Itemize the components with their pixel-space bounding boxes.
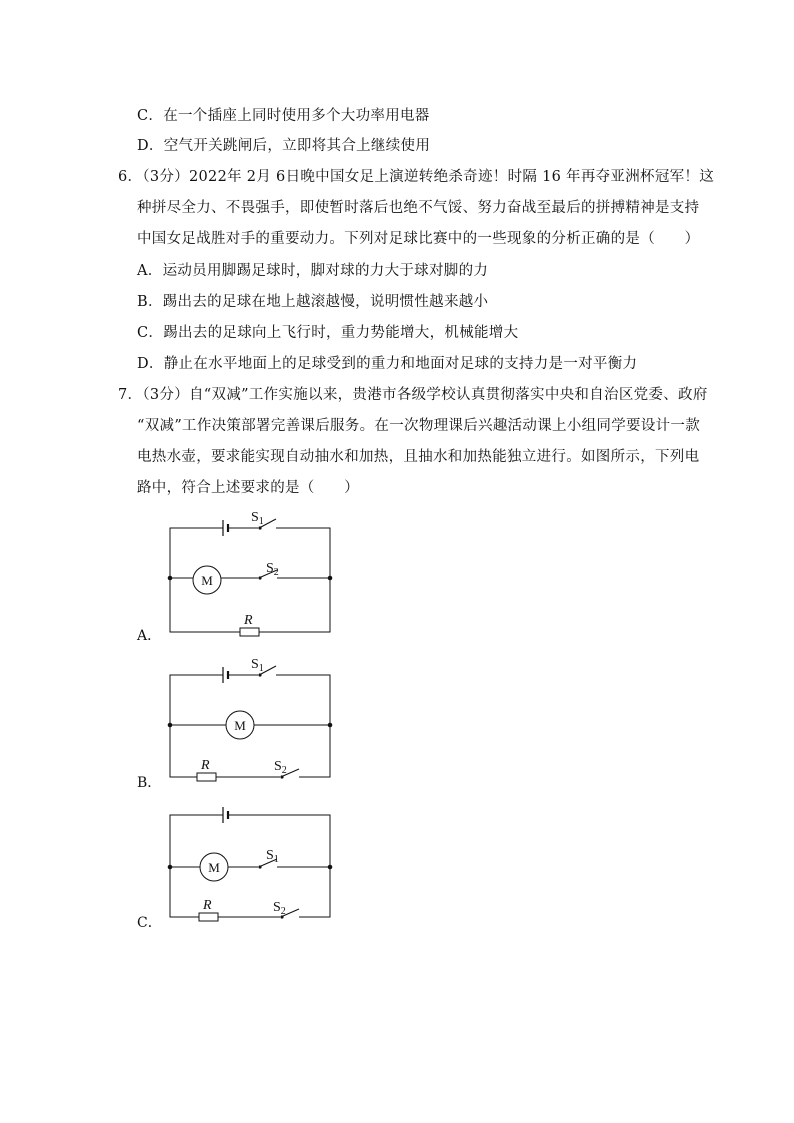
q7-option-a-label: A． — [137, 628, 162, 644]
q7-stem-line-2: “双减”工作决策部署完善课后服务。在一次物理课后兴趣活动课上小组同学要设计一款 — [137, 418, 701, 434]
resistor-symbol — [197, 773, 216, 781]
resistor-label: R — [201, 758, 210, 773]
motor-label: M — [208, 860, 220, 875]
resistor-label: R — [244, 613, 253, 628]
resistor-symbol — [240, 628, 259, 636]
q6-stem-line-3: 中国女足战胜对手的重要动力。下列对足球比赛中的一些现象的分析正确的是（ ） — [137, 231, 700, 247]
q5-option-c: C．在一个插座上同时使用多个大功率用电器 — [137, 108, 430, 124]
switch-s1-label: $S_1$ — [266, 848, 279, 865]
q6-option-d: D．静止在水平地面上的足球受到的重力和地面对足球的支持力是一对平衡力 — [137, 356, 638, 372]
resistor-label: R — [203, 898, 212, 913]
q6-stem-line-1: 6．（3分）2022年 2月 6日晚中国女足上演逆转绝杀奇迹！时隔 16 年再夺亚洲杯冠军！这 — [118, 169, 715, 185]
q6-option-a: A．运动员用脚踢足球时，脚对球的力大于球对脚的力 — [137, 263, 489, 279]
switch-s1-label: $S_1$ — [251, 510, 264, 527]
q7-stem-line-1: 7．（3分）自“双减”工作实施以来，贵港市各级学校认真贯彻落实中央和自治区党委、政府 — [118, 387, 708, 403]
q7-option-c-label: C． — [137, 915, 162, 931]
resistor-symbol — [199, 913, 218, 921]
circuit-c-diagram — [160, 795, 340, 930]
circuit-a-diagram — [160, 505, 340, 640]
q5-option-d: D．空气开关跳闸后，立即将其合上继续使用 — [137, 138, 431, 154]
switch-s1-label: $S_1$ — [251, 657, 264, 674]
q6-option-b: B．踢出去的足球在地上越滚越慢，说明惯性越来越小 — [137, 294, 489, 310]
switch-s2-label: $S_2$ — [266, 561, 279, 578]
q7-stem-line-3: 电热水壶，要求能实现自动抽水和加热，且抽水和加热能独立进行。如图所示，下列电 — [137, 449, 700, 465]
switch-s2-label: $S_2$ — [273, 900, 286, 917]
q7-option-b-label: B． — [137, 775, 162, 791]
motor-label: M — [234, 718, 246, 733]
q6-option-c: C．踢出去的足球向上飞行时，重力势能增大，机械能增大 — [137, 325, 519, 341]
q6-stem-line-2: 种拼尽全力、不畏强手，即使暂时落后也绝不气馁、努力奋战至最后的拼搏精神是支持 — [137, 200, 700, 216]
circuit-b-diagram — [160, 652, 340, 787]
switch-s2-label: $S_2$ — [274, 759, 287, 776]
q7-stem-line-4: 路中，符合上述要求的是（ ） — [137, 480, 359, 496]
motor-label: M — [201, 573, 213, 588]
